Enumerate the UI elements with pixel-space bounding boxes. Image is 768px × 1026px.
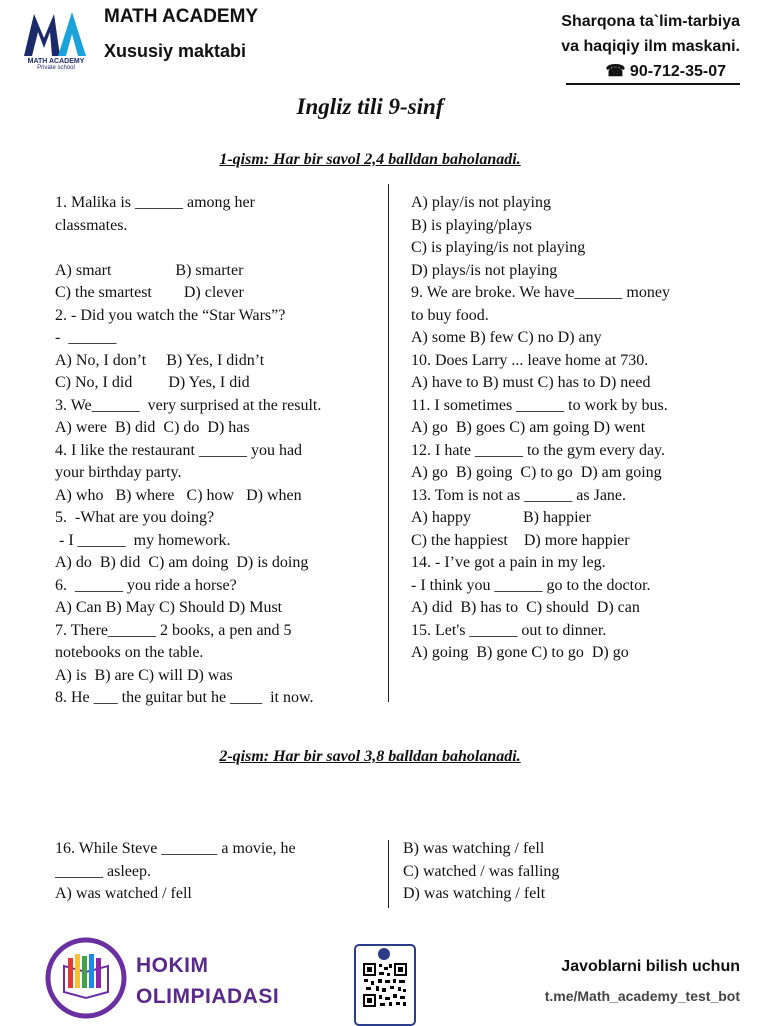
text-line: 7. There______ 2 books, a pen and 5 [55, 621, 292, 639]
part1-title: 1-qism: Har bir savol 2,4 balldan baholanadi. [219, 151, 521, 168]
text-line: 1. Malika is ______ among her [55, 194, 255, 211]
text-line: C) is playing/is not playing [411, 239, 586, 256]
text-line: B) was watching / fell [403, 840, 545, 857]
logo-caption-sub: Private school [37, 65, 75, 71]
text-line: A) No, I don’t B) Yes, I didn’t [55, 351, 265, 369]
text-line: C) the happiest D) more happier [411, 531, 630, 549]
olympiad-name-line-1: HOKIM [136, 954, 209, 977]
text-line: 3. We______ very surprised at the result. [55, 396, 322, 414]
column-divider-2 [388, 840, 389, 908]
text-line: C) watched / was falling [403, 862, 560, 880]
document-title: Ingliz tili 9-sinf [296, 94, 444, 119]
text-line: 15. Let's ______ out to dinner. [411, 621, 607, 639]
text-line: to buy food. [411, 306, 489, 324]
text-line: 10. Does Larry ... leave home at 730. [411, 351, 649, 369]
text-line: A) some B) few C) no D) any [411, 329, 602, 346]
olympiad-book-icon [44, 936, 128, 1020]
text-line: 8. He ___ the guitar but he ____ it now. [55, 689, 314, 706]
text-line: A) who B) where C) how D) when [55, 486, 302, 504]
text-line: notebooks on the table. [55, 644, 204, 661]
text-line: 11. I sometimes ______ to work by bus. [411, 396, 668, 414]
text-line [55, 237, 380, 260]
text-line: B) is playing/plays [411, 216, 532, 234]
text-line: 14. - I’ve got a pain in my leg. [411, 554, 606, 571]
text-line: A) have to B) must C) has to D) need [411, 374, 651, 391]
text-line: 6. ______ you ride a horse? [55, 576, 237, 594]
text-line: classmates. [55, 216, 128, 234]
text-line: A) go B) goes C) am going D) went [411, 419, 646, 436]
text-line: 9. We are broke. We have______ money [411, 284, 670, 301]
text-line: A) was watched / fell [55, 885, 192, 902]
text-line: 13. Tom is not as ______ as Jane. [411, 486, 627, 504]
text-line: A) do B) did C) am doing D) is doing [55, 554, 309, 571]
text-line: C) the smartest D) clever [55, 284, 244, 301]
text-line: 5. -What are you doing? [55, 509, 215, 526]
qr-code-icon [362, 962, 408, 1008]
school-subtitle: Xususiy maktabi [104, 41, 247, 61]
text-line: A) is B) are C) will D) was [55, 666, 233, 684]
text-line: C) No, I did D) Yes, I did [55, 374, 250, 391]
text-line: D) was watching / felt [403, 885, 546, 902]
text-line: A) did B) has to C) should D) can [411, 599, 640, 616]
logo-caption-name: MATH ACADEMY [27, 58, 85, 65]
text-line: your birthday party. [55, 464, 182, 481]
phone-number: ☎ 90-712-35-07 [566, 61, 740, 85]
answers-prompt: Javoblarni bilish uchun [561, 958, 740, 975]
part1-right-column [411, 192, 746, 665]
part2-right-column [403, 838, 733, 906]
slogan-line-2: va haqiqiy ilm maskani. [561, 38, 740, 55]
text-line: A) were B) did C) do D) has [55, 419, 250, 436]
column-divider [388, 184, 389, 702]
text-line: A) smart B) smarter [55, 261, 244, 279]
part2-title: 2-qism: Har bir savol 3,8 balldan baholanadi. [219, 748, 521, 765]
part2-left-column [55, 838, 375, 906]
telegram-bot-link[interactable]: t.me/Math_academy_test_bot [544, 988, 740, 1004]
text-line: 12. I hate ______ to the gym every day. [411, 441, 666, 459]
text-line: A) happy B) happier [411, 509, 591, 526]
part1-left-column [55, 192, 380, 710]
text-line: - ______ [55, 329, 117, 346]
logo-caption [14, 58, 98, 72]
text-line: 2. - Did you watch the “Star Wars”? [55, 306, 286, 324]
text-line: A) go B) going C) to go D) am going [411, 464, 662, 481]
text-line: - I think you ______ go to the doctor. [411, 576, 651, 594]
text-line: A) play/is not playing [411, 194, 551, 211]
slogan-line-1: Sharqona ta`lim-tarbiya [561, 13, 740, 30]
school-name: MATH ACADEMY [104, 6, 259, 27]
text-line: A) Can B) May C) Should D) Must [55, 599, 283, 616]
text-line: 16. While Steve _______ a movie, he [55, 840, 296, 857]
qr-logo-icon [377, 948, 391, 960]
text-line: D) plays/is not playing [411, 261, 558, 279]
text-line: ______ asleep. [55, 862, 151, 880]
olympiad-name-line-2: OLIMPIADASI [136, 985, 280, 1008]
text-line: 4. I like the restaurant ______ you had [55, 441, 303, 459]
qr-code-card[interactable] [354, 944, 416, 1026]
text-line: - I ______ my homework. [55, 531, 231, 549]
text-line: A) going B) gone C) to go D) go [411, 644, 629, 661]
school-slogan [561, 9, 740, 85]
